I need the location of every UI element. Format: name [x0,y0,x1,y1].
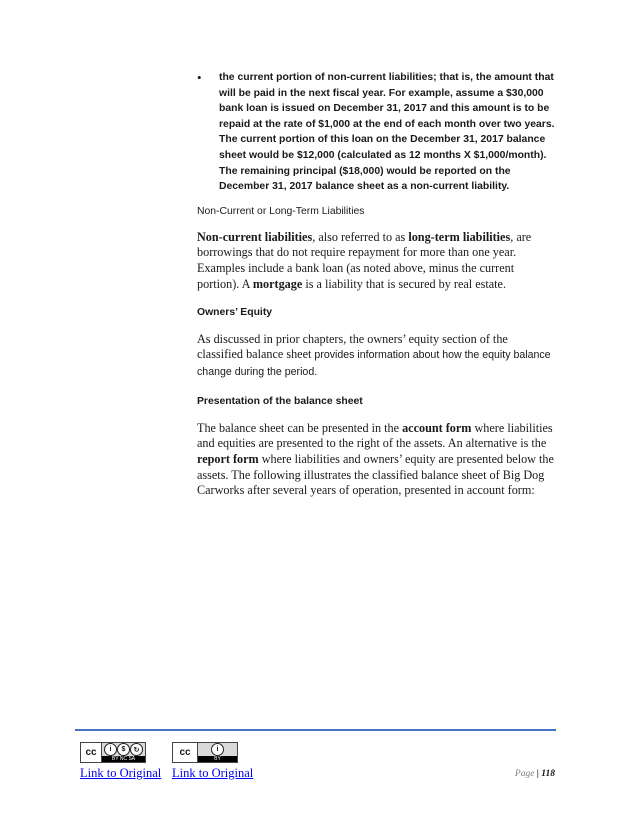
bullet-text: the current portion of non-current liabilities; that is, the amount that will be paid in the next fiscal year. For example, assume a $30,000 bank loan is issued on December 31, 2017 and this amount is to be repaid at the rate of $1,000 at the end of each month over two years. The current portion of this loan on the December 31, 2017 balance sheet would be $12,000 (calculated as 12 months X $1,000/month). The remaining principal ($18,000) would be reported on the December 31, 2017 balance sheet as a non-current liability. [219,72,555,193]
bullet-dot-icon: • [197,70,202,85]
license-label: BY NC SA [102,756,145,762]
link-to-original-2[interactable]: Link to Original [172,766,254,780]
text-segment: where liabilities and equities are presented to the right of the assets. An alternative is the [197,420,553,451]
heading-noncurrent: Non-Current or Long-Term Liabilities [197,205,365,217]
text-segment: As discussed in prior chapters, the owners’ equity section of the classified balance sheet [197,331,508,362]
share-alike-icon: ↻ [130,743,143,756]
paragraph-presentation [197,421,555,500]
term-long-term-liabilities: long-term liabilities [408,229,511,244]
term-mortgage: mortgage [252,276,303,291]
footer-rule [75,729,556,731]
paragraph-owners-equity [197,332,555,381]
cc-by-nc-sa-badge [80,742,146,763]
person-icon: i [211,743,224,756]
heading-owners-equity: Owners’ Equity [197,306,273,318]
heading-presentation: Presentation of the balance sheet [197,395,363,407]
text-segment: , also referred to as [312,229,409,244]
text-segment-sans: provides information about how the equity balance change during the period. [197,349,551,378]
term-report-form: report form [197,452,259,467]
cc-by-badge [172,742,238,763]
page-number-value: 118 [541,769,555,779]
cc-logo-icon: cc [81,743,102,762]
person-icon: i [104,743,117,756]
term-account-form: account form [402,420,472,435]
text-segment: is a liability that is secured by real estate. [302,276,507,291]
cc-logo-icon: cc [173,743,198,762]
license-label: BY [198,756,237,762]
link-to-original-1[interactable]: Link to Original [80,766,162,780]
text-segment: The balance sheet can be presented in the [197,420,403,435]
page-label: Page [514,769,535,779]
bullet-list-item [197,70,555,195]
page-separator: | [536,769,539,779]
document-body [197,70,555,499]
paragraph-noncurrent [197,230,555,293]
text-segment: , are borrowings that do not require repayment for more than one year. Examples include a bank loan (as noted above, minus the current portion). A [197,229,532,291]
text-segment: where liabilities and owners’ equity are presented below the assets. The following illustrates the classified balance sheet of Big Dog Carworks after several years of operation, presented in account form: [197,452,554,498]
noncommercial-icon: $ [117,743,130,756]
term-noncurrent-liabilities: Non-current liabilities [197,229,313,244]
page-number [515,769,555,779]
